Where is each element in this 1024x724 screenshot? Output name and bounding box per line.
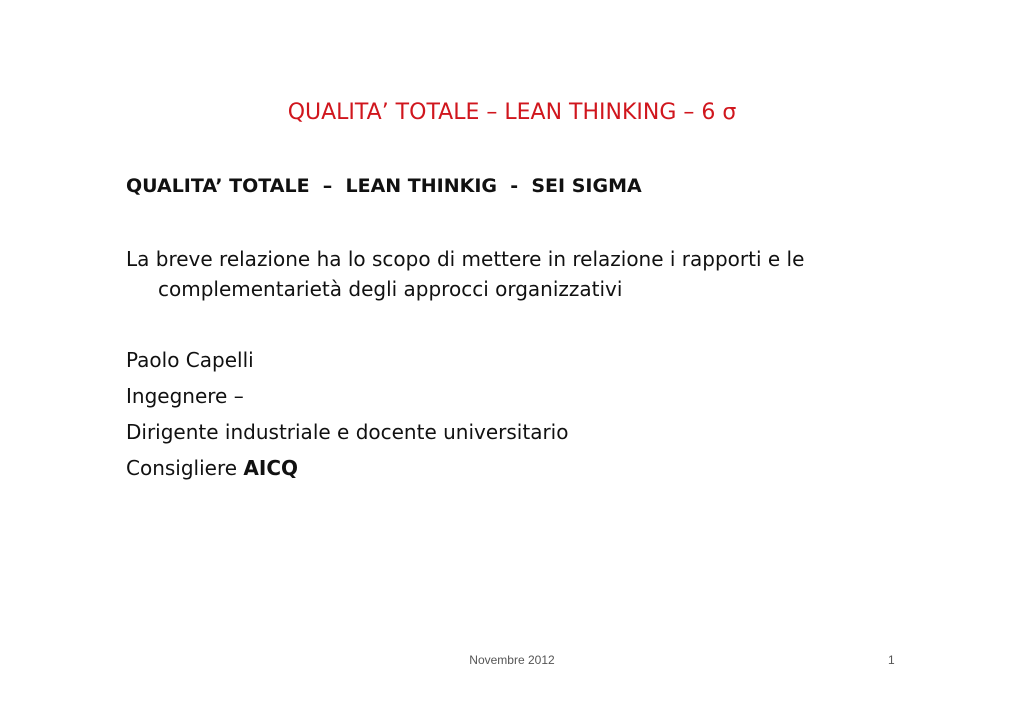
affiliation-prefix: Consigliere [126, 456, 244, 480]
slide-subtitle: QUALITA’ TOTALE – LEAN THINKIG - SEI SIGMA [126, 175, 642, 197]
intro-paragraph: La breve relazione ha lo scopo di mettere in relazione i rapporti e le complementarietà degli approcci organizzativi [126, 247, 805, 301]
author-block [126, 342, 568, 486]
affiliation-org: AICQ [243, 456, 299, 480]
author-affiliation [126, 450, 568, 486]
footer-date: Novembre 2012 [469, 653, 555, 667]
author-name: Paolo Capelli [126, 348, 254, 372]
author-role: Ingegnere – [126, 384, 244, 408]
author-position: Dirigente industriale e docente universitario [126, 420, 569, 444]
page-number: 1 [888, 653, 895, 667]
slide-title: QUALITA’ TOTALE – LEAN THINKING – 6 σ [287, 100, 737, 125]
